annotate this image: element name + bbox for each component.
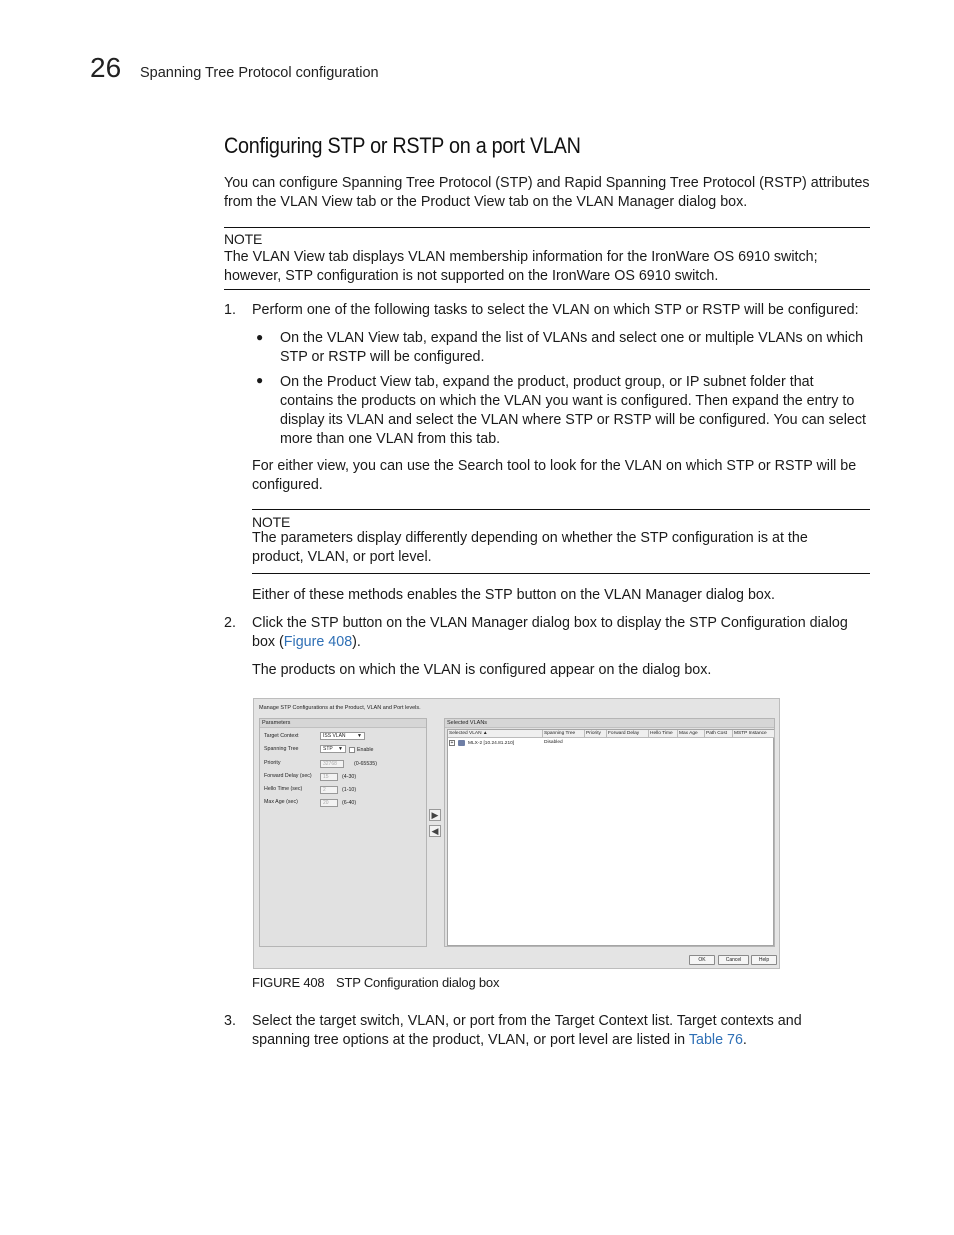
sort-ascending-icon: ▲ (482, 731, 488, 736)
note-label: NOTE (252, 514, 291, 530)
table-row[interactable] (448, 739, 775, 747)
help-button[interactable]: Help (751, 955, 777, 965)
column-header[interactable]: Max Age (678, 730, 705, 738)
target-context-label: Target Context (264, 733, 299, 739)
ui-term: STP (484, 587, 513, 603)
bullet-icon: ● (256, 373, 264, 387)
note-bottom-rule (224, 289, 870, 290)
move-right-icon[interactable]: ▶ (429, 809, 441, 821)
column-header[interactable]: Path Cost (705, 730, 733, 738)
chapter-number: 26 (90, 52, 122, 83)
selected-vlans-table (447, 729, 774, 946)
chevron-down-icon: ▼ (357, 733, 362, 739)
column-header[interactable]: Selected VLAN ▲ (448, 730, 543, 738)
note-label: NOTE (224, 231, 263, 247)
figure-label: FIGURE 408 (252, 975, 325, 990)
ui-term: VLAN Manager (430, 615, 528, 631)
forward-delay-field[interactable]: 15 (320, 773, 338, 781)
ui-term: Target Context (554, 1013, 648, 1029)
max-age-range: (6-40) (342, 800, 357, 806)
step-2-after: The products on which the VLAN is configured appear on the dialog box. (252, 662, 712, 678)
intro-line-2: from the VLAN View tab or the Product View tab on the VLAN Manager dialog box. (224, 194, 748, 210)
move-left-icon[interactable]: ◀ (429, 825, 441, 837)
max-age-field[interactable]: 20 (320, 799, 338, 807)
figure-link[interactable]: Figure 408 (283, 634, 353, 650)
priority-range: (0-65535) (354, 761, 377, 767)
step-2-text: Click the STP button on the VLAN Manager dialog box to display the STP Configuration dialog box (Figure 408). (252, 615, 848, 650)
step-number: 3. (224, 1013, 236, 1029)
note-top-rule (224, 227, 870, 228)
section-title: Configuring STP or RSTP on a port VLAN (224, 133, 581, 158)
ui-term: STP (310, 615, 339, 631)
ui-term: Product View (420, 194, 505, 210)
expand-icon[interactable]: + (450, 740, 454, 746)
bullet-icon: ● (256, 330, 264, 344)
column-header[interactable]: Hello Time (649, 730, 678, 738)
ok-button[interactable]: OK (689, 955, 715, 965)
chapter-title: Spanning Tree Protocol configuration (140, 65, 379, 81)
enable-checkbox[interactable] (349, 747, 355, 753)
note-top-rule (252, 509, 870, 510)
hello-time-label: Hello Time (sec) (264, 786, 303, 792)
step-number: 2. (224, 615, 236, 631)
step-1-text: Perform one of the following tasks to select the VLAN on which STP or RSTP will be configured: (252, 302, 859, 318)
target-context-select[interactable]: ISS VLAN ▼ (320, 732, 365, 740)
dialog-header: Manage STP Configurations at the Product, VLAN and Port levels. (259, 705, 421, 711)
intro-paragraph (224, 174, 884, 212)
parameters-title: Parameters (260, 719, 426, 728)
ui-term: STP Configuration (689, 615, 806, 631)
ui-term: Product View (326, 374, 411, 390)
step-3-text: Select the target switch, VLAN, or port from the Target Context list. Target contexts and spanning tree options at the product, VLAN, or port level are listed in Table 76. (252, 1013, 802, 1048)
priority-field[interactable]: 32768 (320, 760, 344, 768)
either-view-paragraph: For either view, you can use the Search tool to look for the VLAN on which STP or RSTP will be configured. (252, 458, 857, 493)
max-age-label: Max Age (sec) (264, 799, 298, 805)
parameters-panel (259, 718, 427, 947)
vlan-name: MLX-2 [10.24.81.210] (468, 741, 515, 746)
spanning-tree-select[interactable]: STP ▼ (320, 745, 346, 753)
ui-term: VLAN Manager (576, 194, 675, 210)
ui-term: VLAN View (326, 330, 399, 346)
hello-time-range: (1-10) (342, 787, 357, 793)
ui-term: VLAN Manager (604, 587, 702, 603)
figure-title: STP Configuration dialog box (336, 975, 500, 990)
spanning-tree-status: Disabled (544, 740, 563, 745)
methods-paragraph: Either of these methods enables the STP button on the VLAN Manager dialog box. (252, 587, 775, 603)
note-bottom-rule (252, 573, 870, 574)
intro-line-1: You can configure Spanning Tree Protocol (STP) and Rapid Spanning Tree Protocol (RSTP) attributes (224, 175, 870, 191)
column-header[interactable]: Forward Delay (607, 730, 649, 738)
spanning-tree-label: Spanning Tree (264, 746, 299, 752)
bullet-product-view: On the Product View tab, expand the product, product group, or IP subnet folder that contains the products on which the VLAN you want is configured. Then expand the entry to display its VLAN and select the VLAN where STP or RSTP will be configured. You can select more than one VLAN from this tab. (280, 374, 866, 447)
column-header[interactable]: Spanning Tree (543, 730, 585, 738)
hello-time-field[interactable]: 2 (320, 786, 338, 794)
forward-delay-label: Forward Delay (sec) (264, 773, 312, 779)
column-header[interactable]: Priority (585, 730, 607, 738)
step-number: 1. (224, 302, 236, 318)
stp-configuration-dialog (253, 698, 780, 969)
selected-vlans-title: Selected VLANs (445, 719, 774, 728)
table-link[interactable]: Table 76 (688, 1032, 743, 1048)
note-text: The VLAN View tab displays VLAN membership information for the IronWare OS 6910 switch; however, STP configuration is not supported on the IronWare OS 6910 switch. (224, 249, 818, 284)
forward-delay-range: (4-30) (342, 774, 357, 780)
chevron-down-icon: ▼ (338, 746, 343, 752)
enable-label: Enable (357, 747, 374, 753)
ui-term: VLAN View (252, 249, 325, 265)
priority-label: Priority (264, 760, 281, 766)
bullet-vlan-view: On the VLAN View tab, expand the list of VLANs and select one or multiple VLANs on which STP or RSTP will be configured. (280, 330, 864, 365)
ui-term: VLAN View (280, 194, 353, 210)
column-header[interactable]: MSTP Instance (733, 730, 775, 738)
selected-vlans-panel (444, 718, 775, 947)
note-text: The parameters display differently depending on whether the STP configuration is at the product, VLAN, or port level. (252, 530, 808, 565)
cancel-button[interactable]: Cancel (718, 955, 749, 965)
switch-icon (458, 740, 465, 746)
